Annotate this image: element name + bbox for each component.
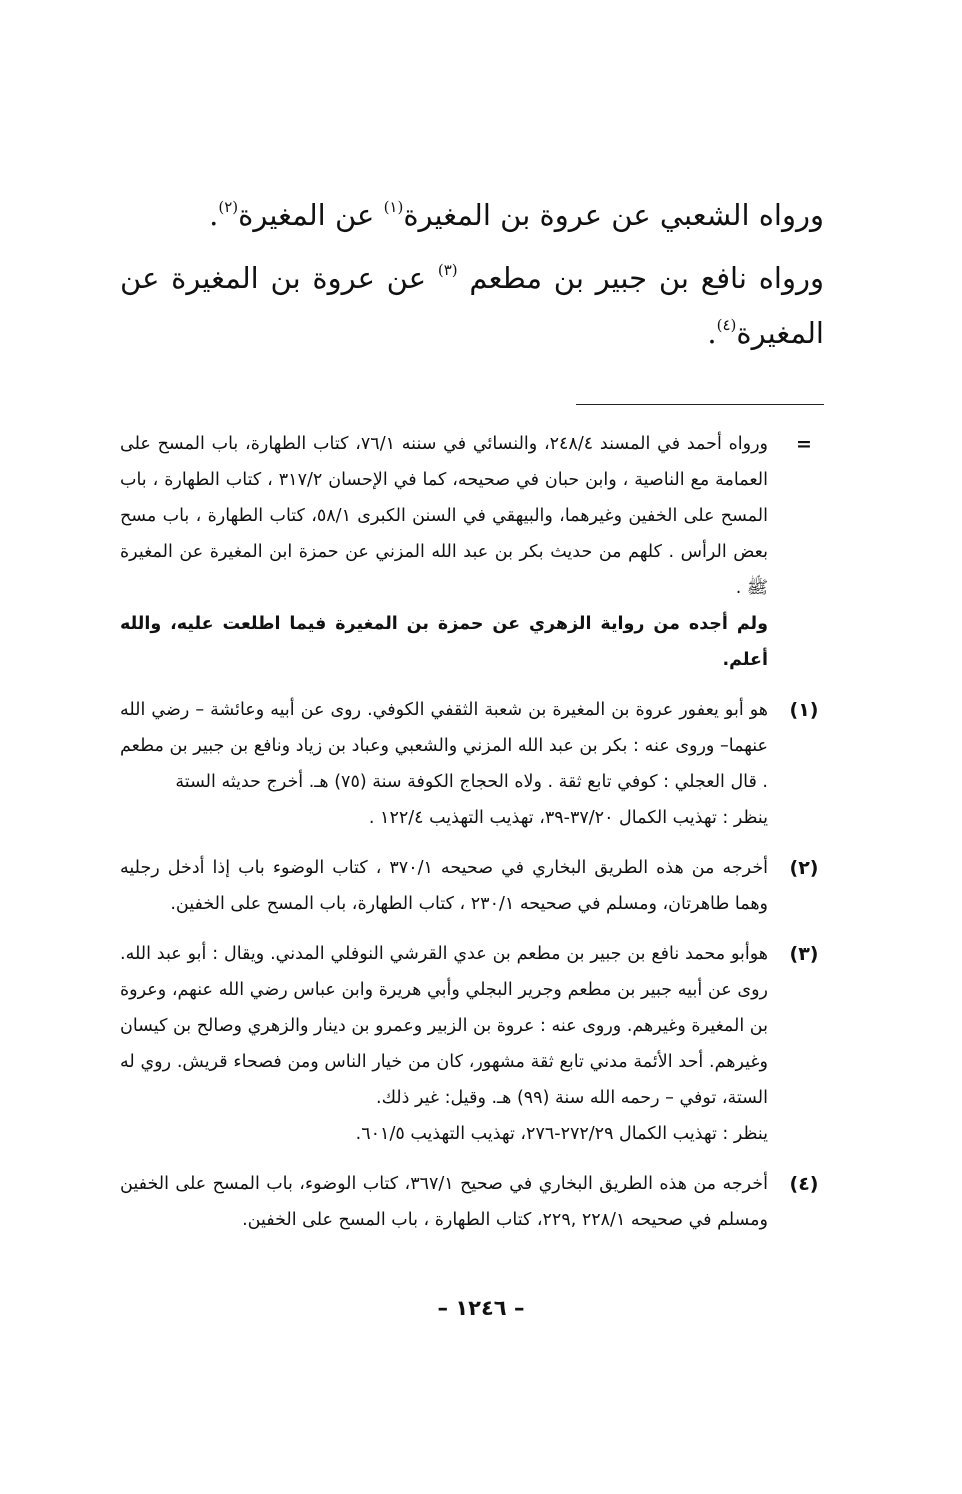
footnote-3-text: هوأبو محمد نافع بن جبير بن مطعم بن عدي القرشي النوفلي المدني. ويقال : أبو عبد الله. روى عن أبيه جبير بن مطعم وجرير البجلي وأبي هريرة وابن عباس رضي الله عنهم، وعروة بن المغيرة وغيرهم. وروى عنه : عروة بن الزبير وعمرو بن دينار والزهري وصالح بن كيسان وغيرهم. أحد الأئمة مدني تابع ثقة مشهور، كان من خيار الناس ومن فصحاء قريش. روي له الستة، توفي – رحمه الله سنة (٩٩) هـ. وقيل: غير ذلك. (120, 944, 768, 1108)
footnote-1-text: هو أبو يعفور عروة بن المغيرة بن شعبة الثقفي الكوفي. روى عن أبيه وعائشة – رضي الله عنهما– وروى عنه : بكر بن عبد الله المزني والشعبي وعباد بن زياد ونافع بن جبير بن مطعم . قال العجلي : كوفي تابع ثقة . ولاه الحجاج الكوفة سنة (٧٥) هـ. أخرج حديثه الستة (120, 700, 768, 792)
footnote-continuation-remark: ولم أجده من رواية الزهري عن حمزة بن المغيرة فيما اطلعت عليه، والله أعلم. (120, 614, 768, 670)
footnote-1 (120, 692, 824, 836)
footnote-1-mark: (١) (789, 699, 819, 721)
footnote-continuation-mark: = (796, 433, 812, 455)
footnote-continuation-text: ورواه أحمد في المسند ٢٤٨/٤، والنسائي في سننه ٧٦/١، كتاب الطهارة، باب المسح على العمامة مع الناصية ، وابن حبان في صحيحه، كما في الإحسان ٣١٧/٢ ، كتاب الطهارة ، باب المسح على الخفين وغيرهما، والبيهقي في السنن الكبرى ٥٨/١، كتاب الطهارة ، باب مسح بعض الرأس . كلهم من حديث بكر بن عبد الله المزني عن حمزة ابن المغيرة عن المغيرة ﷺ . (120, 434, 769, 598)
main-paragraph-1-text: ورواه الشعبي عن عروة بن المغيرة (403, 198, 824, 232)
main-paragraph-1-mid: عن المغيرة (238, 198, 384, 232)
footnote-2 (120, 850, 824, 922)
main-paragraph-2 (120, 251, 824, 361)
footnote-4-mark: (٤) (789, 1173, 819, 1195)
footnote-separator (576, 404, 824, 405)
footnote-3 (120, 936, 824, 1152)
footnote-2-mark: (٢) (789, 857, 819, 879)
page-number: – ١٢٤٦ – (437, 1296, 525, 1320)
footnote-3-source: ينظر : تهذيب الكمال ٢٧٢/٢٩-٢٧٦، تهذيب التهذيب ٦٠١/٥. (355, 1124, 768, 1144)
main-paragraph-1 (120, 188, 824, 243)
main-paragraph-2-end: . (707, 316, 717, 350)
footnote-continuation (120, 426, 824, 678)
main-text (120, 188, 824, 369)
footnote-4-text: أخرجه من هذه الطريق البخاري في صحيح ٣٦٧/١، كتاب الوضوء، باب المسح على الخفين ومسلم في صحيحه ٢٢٨/١ ,٢٢٩، كتاب الطهارة ، باب المسح على الخفين. (120, 1174, 768, 1230)
footnote-ref-2[interactable]: (٢) (218, 198, 239, 216)
footnotes (120, 426, 824, 1252)
footnote-ref-4[interactable]: (٤) (716, 316, 737, 334)
main-paragraph-2-text: ورواه نافع بن جبير بن مطعم (457, 261, 824, 295)
footnote-ref-3[interactable]: (٣) (437, 261, 458, 279)
footnote-4 (120, 1166, 824, 1238)
footnote-3-mark: (٣) (789, 943, 819, 965)
main-paragraph-1-end: . (209, 198, 219, 232)
footnote-1-source: ينظر : تهذيب الكمال ٣٧/٢٠-٣٩، تهذيب التهذيب ١٢٢/٤ . (368, 808, 768, 828)
footnote-ref-1[interactable]: (١) (383, 198, 404, 216)
footnote-2-text: أخرجه من هذه الطريق البخاري في صحيحه ٣٧٠/١ ، كتاب الوضوء باب إذا أدخل رجليه وهما طاهرتان، ومسلم في صحيحه ٢٣٠/١ ، كتاب الطهارة، باب المسح على الخفين. (120, 858, 769, 914)
main-paragraph-2-mid: عن عروة بن المغيرة عن المغيرة (120, 261, 824, 350)
